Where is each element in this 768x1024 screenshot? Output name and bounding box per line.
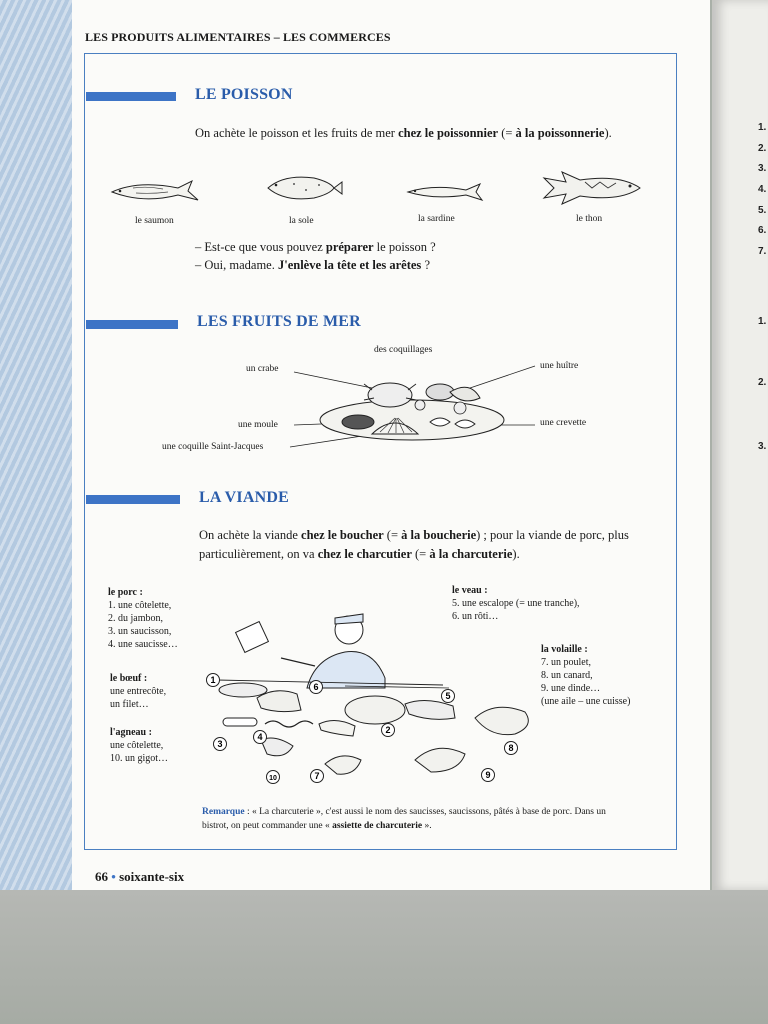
svg-text:2: 2 xyxy=(385,725,391,736)
section-bar xyxy=(86,495,180,504)
table-surface xyxy=(0,890,768,1024)
sardine-illustration xyxy=(404,180,488,204)
salmon-illustration xyxy=(108,176,204,206)
right-page-number: 3. xyxy=(758,441,767,452)
right-page-number: 7. xyxy=(758,246,767,257)
svg-text:4: 4 xyxy=(257,732,263,743)
number-badge-2 xyxy=(382,724,395,737)
fish-label: le saumon xyxy=(135,216,174,226)
dialog-answer: – Oui, madame. J'enlève la tête et les arêtes ? xyxy=(195,258,430,272)
number-badge-9 xyxy=(482,769,495,782)
svg-text:6: 6 xyxy=(313,682,319,693)
poisson-intro: On achète le poisson et les fruits de mer chez le poissonnier (= à la poissonnerie). xyxy=(195,126,612,140)
right-page-number: 5. xyxy=(758,205,767,216)
right-page-number: 4. xyxy=(758,184,767,195)
fish-label: le thon xyxy=(576,214,603,224)
volaille-list: la volaille : 7. un poulet, 8. un canard, 9. une dinde… (une aile – une cuisse) xyxy=(541,644,631,707)
label-coquillages: des coquillages xyxy=(374,345,433,355)
label-crevette: une crevette xyxy=(540,418,587,428)
section-title-viande: LA VIANDE xyxy=(199,489,289,506)
number-badges xyxy=(205,600,565,790)
number-badge-6 xyxy=(310,681,323,694)
running-header: LES PRODUITS ALIMENTAIRES – LES COMMERCES xyxy=(85,30,391,44)
svg-text:7: 7 xyxy=(314,771,320,782)
right-page-number: 1. xyxy=(758,316,767,327)
boeuf-list: le bœuf : une entrecôte, un filet… xyxy=(110,673,167,710)
label-saint-jacques: une coquille Saint-Jacques xyxy=(162,442,264,452)
number-badge-1 xyxy=(207,674,220,687)
section-bar xyxy=(86,92,176,101)
section-title-fruits-de-mer: LES FRUITS DE MER xyxy=(197,313,361,330)
svg-text:9: 9 xyxy=(485,770,491,781)
right-page-number: 6. xyxy=(758,225,767,236)
right-page-number: 2. xyxy=(758,377,767,388)
veau-list: le veau : 5. une escalope (= une tranche), 6. un rôti… xyxy=(452,585,580,622)
fish-label: la sole xyxy=(289,216,314,226)
number-badge-7 xyxy=(311,770,324,783)
number-badge-5 xyxy=(442,690,455,703)
label-huitre: une huître xyxy=(540,361,579,371)
sole-illustration xyxy=(264,172,344,204)
tuna-illustration xyxy=(540,170,646,206)
section-bar xyxy=(86,320,178,329)
section-title-poisson: LE POISSON xyxy=(195,86,293,103)
label-crabe: un crabe xyxy=(246,364,279,374)
fish-label: la sardine xyxy=(418,214,455,224)
svg-text:5: 5 xyxy=(445,691,451,702)
label-moule: une moule xyxy=(238,420,278,430)
svg-text:3: 3 xyxy=(217,739,223,750)
remark-text: Remarque : « La charcuterie », c'est aussi le nom des saucisses, saucissons, pâtés à base de porc. Dans un bistrot, on peut commander une « assiette de charcuterie ». xyxy=(202,807,606,831)
svg-text:10: 10 xyxy=(269,775,277,783)
book-edge-left xyxy=(0,0,72,890)
number-badge-3 xyxy=(214,738,227,751)
right-page-number: 2. xyxy=(758,143,767,154)
agneau-list: l'agneau : une côtelette, 10. un gigot… xyxy=(110,727,169,764)
number-badge-10 xyxy=(267,771,280,784)
dialog-question: – Est-ce que vous pouvez préparer le poisson ? xyxy=(195,240,436,254)
right-page-number: 1. xyxy=(758,122,767,133)
svg-text:1: 1 xyxy=(210,675,216,686)
right-page-number: 3. xyxy=(758,163,767,174)
seafood-platter-illustration xyxy=(150,350,550,450)
page-footer: 66 • soixante-six xyxy=(95,869,185,884)
svg-text:8: 8 xyxy=(508,743,514,754)
porc-list: le porc : 1. une côtelette, 2. du jambon, 3. un saucisson, 4. une saucisse… xyxy=(108,587,178,650)
number-badge-8 xyxy=(505,742,518,755)
viande-intro: On achète la viande chez le boucher (= à la boucherie) ; pour la viande de porc, plus particulièrement, on va chez le charcutier (= à la charcuterie). xyxy=(199,528,629,561)
number-badge-4 xyxy=(254,731,267,744)
